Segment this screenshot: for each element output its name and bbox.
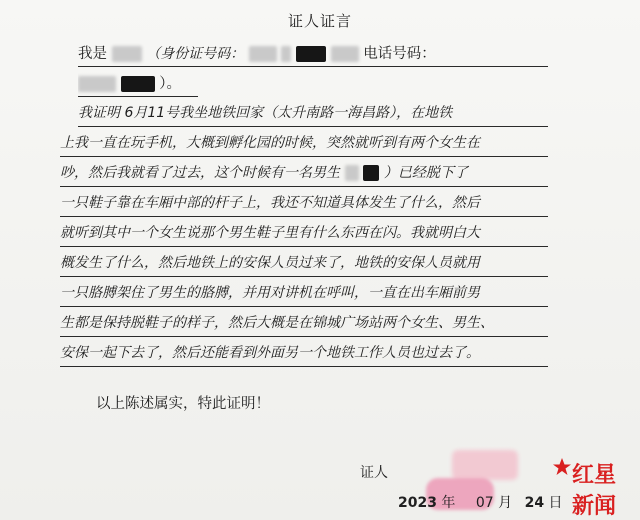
statement-text: 以上陈述属实，特此证明！ xyxy=(96,396,270,412)
body-line-2-text: 上我一直在玩手机，大概到孵化园的时候，突然就听到有两个女生在 xyxy=(60,135,480,151)
body-line-4-text: 一只鞋子靠在车厢中部的杆子上，我还不知道具体发生了什么，然后 xyxy=(60,195,480,211)
body-line-2 xyxy=(60,132,560,162)
body-line-3-text: 吵，然后我就看了过去，这个时候有一名男生 xyxy=(60,165,340,181)
document-title: 证人证言 xyxy=(287,12,352,30)
date-year-label: 年 xyxy=(441,495,456,511)
suspect-redaction-1 xyxy=(345,165,359,181)
underline-3 xyxy=(78,126,548,127)
underline-9 xyxy=(60,306,548,307)
identity-suffix: ）。 xyxy=(159,76,181,92)
news-brand: 红星新闻 xyxy=(572,463,617,519)
statement-line xyxy=(96,392,596,422)
id-redaction-2 xyxy=(281,46,291,62)
body-line-5-text: 就听到其中一个女生说那个男生鞋子里有什么东西在闪。我就明白大 xyxy=(60,225,480,241)
body-line-7-text: 一只胳膊架住了男生的胳膊，并用对讲机在呼叫，一直在出车厢前男 xyxy=(60,285,480,301)
witness-label: 证人 xyxy=(360,465,388,481)
underline-10 xyxy=(60,336,548,337)
suspect-redaction-2 xyxy=(363,165,379,181)
id-redaction-1 xyxy=(249,46,277,62)
underline-1 xyxy=(78,66,548,67)
body-line-3 xyxy=(60,162,560,192)
news-watermark-logo xyxy=(548,448,636,519)
date-day: 24 xyxy=(524,495,545,511)
underline-5 xyxy=(60,186,548,187)
body-line-7 xyxy=(60,282,560,312)
date-day-label: 日 xyxy=(548,495,563,511)
underline-7 xyxy=(60,246,548,247)
underline-11 xyxy=(60,366,548,367)
underline-6 xyxy=(60,216,548,217)
date-year: 2023 xyxy=(398,495,437,511)
signature-redaction xyxy=(452,450,518,480)
id-redaction-3 xyxy=(296,46,326,62)
body-line-4 xyxy=(60,192,560,222)
phone-label: 电话号码： xyxy=(363,46,436,62)
identity-line xyxy=(78,42,578,72)
identity-prefix: 我是 xyxy=(78,46,107,62)
body-line-6 xyxy=(60,252,560,282)
underline-2 xyxy=(78,96,198,97)
body-line-3-tail: ）已经脱下了 xyxy=(383,165,468,181)
body-line-9 xyxy=(60,342,560,372)
id-label: （身份证号码： xyxy=(146,46,245,62)
phone-redaction-1 xyxy=(78,76,116,92)
underline-4 xyxy=(60,156,548,157)
underline-8 xyxy=(60,276,548,277)
date-month-label: 月 xyxy=(498,495,513,511)
date-month: 07 xyxy=(475,495,494,511)
body-line-8-text: 生都是保持脱鞋子的样子，然后大概是在锦城广场站两个女生、男生、 xyxy=(60,315,494,331)
name-redaction xyxy=(112,46,142,62)
id-redaction-4 xyxy=(331,46,359,62)
body-line-1 xyxy=(78,102,578,132)
body-line-9-text: 安保一起下去了，然后还能看到外面另一个地铁工作人员也过去了。 xyxy=(60,345,480,361)
body-line-5 xyxy=(60,222,560,252)
body-line-6-text: 概发生了什么，然后地铁上的安保人员过来了，地铁的安保人员就用 xyxy=(60,255,480,271)
body-line-1-text: 我证明 6月11号我坐地铁回家（太升南路一海昌路），在地铁 xyxy=(78,105,453,121)
phone-redaction-2 xyxy=(121,76,155,92)
identity-line-2 xyxy=(78,72,578,102)
body-line-8 xyxy=(60,312,560,342)
date-line xyxy=(398,492,563,512)
